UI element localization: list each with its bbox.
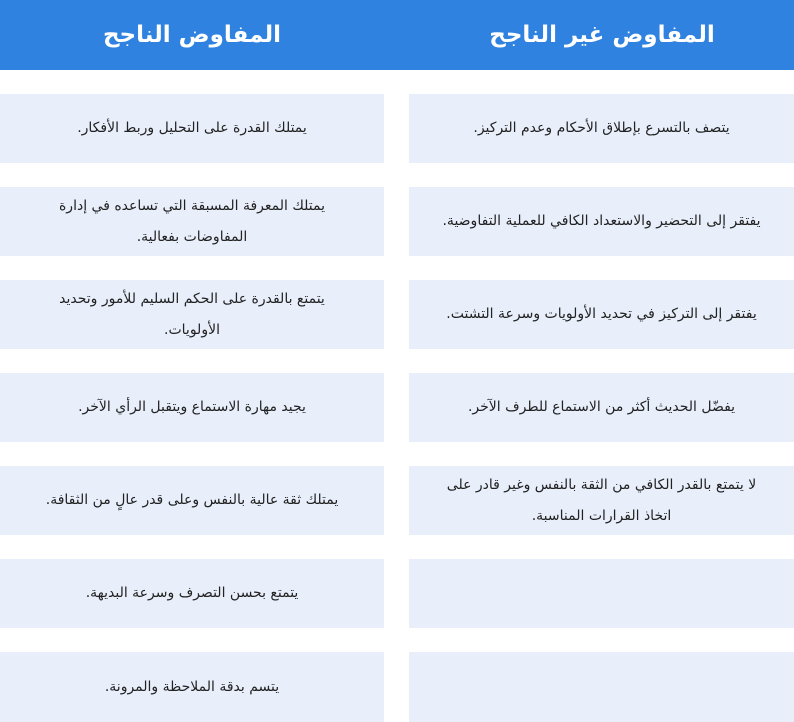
table-cell-successful: يتمتع بحسن التصرف وسرعة البديهة. xyxy=(0,559,384,628)
table-cell-successful: يجيد مهارة الاستماع ويتقبل الرأي الآخر. xyxy=(0,373,384,442)
table-cell-successful: يمتلك ثقة عالية بالنفس وعلى قدر عالٍ من الثقافة. xyxy=(0,466,384,535)
table-cell-unsuccessful-empty xyxy=(409,559,794,628)
table-cell-successful: يتمتع بالقدرة على الحكم السليم للأمور وتحديد الأولويات. xyxy=(0,280,384,349)
table-cell-successful: يمتلك القدرة على التحليل وربط الأفكار. xyxy=(0,94,384,163)
table-cell-unsuccessful-empty xyxy=(409,652,794,722)
table-cell-unsuccessful: يفتقر إلى التركيز في تحديد الأولويات وسرعة التشتت. xyxy=(409,280,794,349)
header-successful-negotiator: المفاوض الناجح xyxy=(102,22,282,48)
table-cell-unsuccessful: يفضّل الحديث أكثر من الاستماع للطرف الآخر. xyxy=(409,373,794,442)
table-cell-unsuccessful: يفتقر إلى التحضير والاستعداد الكافي للعملية التفاوضية. xyxy=(409,187,794,256)
table-cell-unsuccessful: لا يتمتع بالقدر الكافي من الثقة بالنفس وغير قادر على اتخاذ القرارات المناسبة. xyxy=(409,466,794,535)
table-cell-unsuccessful: يتصف بالتسرع بإطلاق الأحكام وعدم التركيز. xyxy=(409,94,794,163)
table-header xyxy=(0,0,794,70)
table-cell-successful: يمتلك المعرفة المسبقة التي تساعده في إدارة المفاوضات بفعالية. xyxy=(0,187,384,256)
table-cell-successful: يتسم بدقة الملاحظة والمرونة. xyxy=(0,652,384,722)
header-unsuccessful-negotiator: المفاوض غير الناجح xyxy=(489,22,715,48)
